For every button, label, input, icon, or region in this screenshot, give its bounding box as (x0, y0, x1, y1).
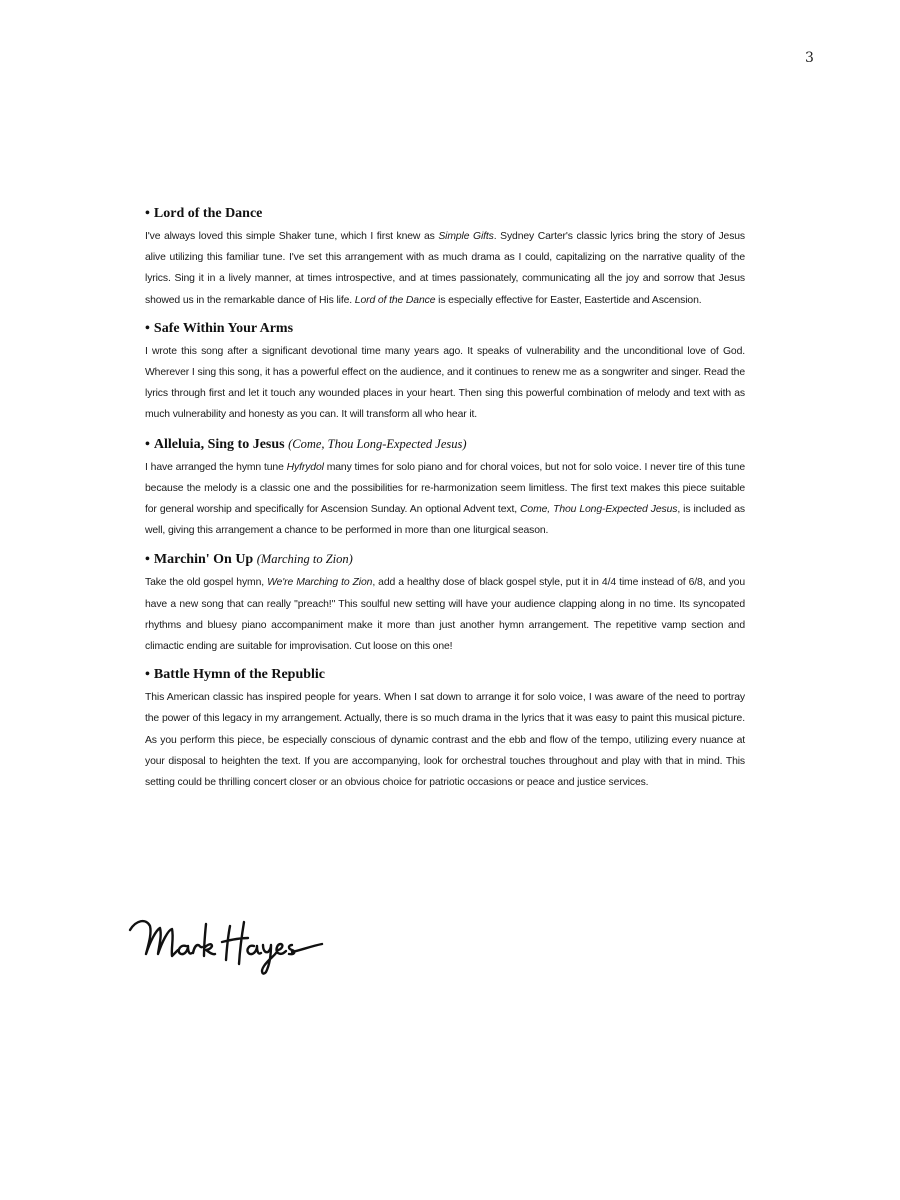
body-text: , is included as well, giving this arrangement a chance to be performed in more than one liturgical season. (145, 504, 746, 537)
section-heading (145, 666, 745, 684)
section-subtitle: (Come, Thou Long-Expected Jesus) (288, 436, 467, 451)
bullet-icon: • (145, 320, 150, 336)
body-text: . Sydney Carter's classic lyrics bring the story of Jesus alive utilizing this familiar tune. I've set this arrangement with as much drama as I could, capitalizing on the narrative quality of the lyrics. Sing it in a lively manner, at times introspective, and at times passionately, communicating all the joy and sorrow that Jesus showed us in the remarkable dance of His life. (145, 231, 745, 306)
signature (126, 912, 326, 982)
section-body (145, 572, 745, 657)
section-title: Battle Hymn of the Republic (153, 667, 326, 683)
section-title: Alleluia, Sing to Jesus (153, 436, 285, 452)
body-text: I've always loved this simple Shaker tune, which I first knew as (145, 231, 439, 242)
section-heading (145, 435, 745, 454)
section-heading (145, 550, 745, 569)
italic-title: Hyfrydol (286, 461, 324, 473)
section-body (145, 226, 745, 311)
section-title: Safe Within Your Arms (153, 320, 294, 336)
body-text: Take the old gospel hymn, (145, 577, 268, 589)
bullet-icon: • (145, 206, 150, 221)
section-4 (145, 550, 745, 657)
body-text: is especially effective for Easter, Eastertide and Ascension. (435, 294, 702, 306)
bullet-icon: • (145, 667, 150, 683)
section-5 (145, 666, 745, 793)
section-title: Lord of the Dance (153, 206, 263, 221)
section-3 (145, 435, 745, 542)
section-body (145, 457, 745, 542)
italic-title: Simple Gifts (438, 231, 494, 242)
bullet-icon: • (145, 436, 150, 452)
body-text: , add a healthy dose of black gospel style, put it in 4/4 time instead of 6/8, and you have a new song that can really "preach!" This soulful new setting will have your audience clapping along in no time. Its syncopated rhythms and bluesy piano accompaniment make it more than just another hymn arrangement. The repetitive vamp section and climactic ending are suitable for improvisation. Cut loose on this one! (145, 577, 745, 653)
section-subtitle: (Marching to Zion) (256, 552, 353, 567)
song-notes (145, 205, 745, 802)
section-1 (145, 205, 745, 311)
body-text: I wrote this song after a significant devotional time many years ago. It speaks of vulnerability and the unconditional love of God. Wherever I sing this song, it has a powerful effect on the audience, and it continues to renew me as a songwriter and singer. Read the lyrics through first and let it touch any wounded places in your heart. Then sing this powerful combination of melody and text with as much vulnerability and honesty as you can. It will transform all who hear it. (145, 345, 745, 421)
section-2 (145, 320, 745, 426)
bullet-icon: • (145, 552, 150, 568)
italic-title: Lord of the Dance (354, 294, 436, 306)
italic-title: We're Marching to Zion (267, 577, 373, 589)
section-heading (145, 205, 745, 223)
body-text: many times for solo piano and for choral voices, but not for solo voice. I never tire of this tune because the melody is a classic one and the possibilities for re-harmonization seem limitless. The first text makes this piece suitable for general worship and specifically for Ascension Sunday. An optional Advent text, (145, 461, 745, 516)
section-body (145, 687, 745, 793)
italic-title: Come, Thou Long-Expected Jesus (520, 504, 678, 516)
page-number: 3 (805, 50, 814, 66)
section-body (145, 341, 745, 426)
section-heading (145, 320, 745, 338)
body-text: I have arranged the hymn tune (145, 461, 287, 473)
body-text: This American classic has inspired people for years. When I sat down to arrange it for solo voice, I was aware of the need to portray the power of this legacy in my arrangement. Actually, there is so much drama in the lyrics that it was easy to paint this musical picture. As you perform this piece, be especially conscious of dynamic contrast and the ebb and flow of the tempo, utilizing every nuance at your disposal to heighten the text. If you are accompanying, look for orchestral touches throughout and play with that in mind. This setting could be thrilling concert closer or an obvious choice for patriotic occasions or peace and justice services. (145, 692, 745, 789)
section-title: Marchin' On Up (153, 552, 254, 568)
